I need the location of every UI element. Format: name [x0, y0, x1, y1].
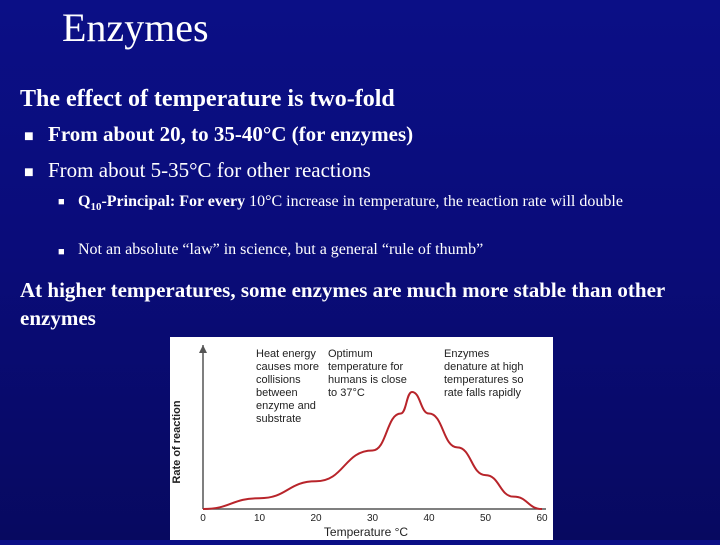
bullet-other-reactions: From about 5-35°C for other reactions	[48, 158, 371, 182]
rule-of-thumb: Not an absolute “law” in science, but a general “rule of thumb”	[78, 241, 484, 258]
q10-subscript: 10	[90, 201, 102, 213]
q10-principal-text: 10°C increase in temperature, the reaction rate will double	[245, 193, 623, 210]
x-tick-label: 40	[423, 513, 435, 524]
temperature-rate-chart	[170, 337, 553, 540]
x-tick-label: 10	[253, 513, 266, 524]
x-tick-label: 30	[366, 513, 379, 524]
annotation-denature: Enzymes denature at high temperatures so rate falls rapidly	[444, 348, 524, 399]
q10-label: Q	[78, 193, 91, 210]
sub-bullet-icon: ■	[58, 246, 65, 258]
y-axis-label: Rate of reaction	[171, 400, 183, 484]
slide-heading: The effect of temperature is two-fold	[20, 86, 395, 112]
slide-title: Enzymes	[62, 5, 209, 50]
chart-svg	[170, 337, 553, 540]
x-tick-label: 60	[536, 513, 548, 524]
x-axis-label: Temperature °C	[323, 525, 409, 539]
annotation-optimum: Optimum temperature for humans is close to 37°C	[328, 348, 407, 399]
x-tick-label: 50	[479, 513, 492, 524]
bullet-enzymes-range: From about 20, to 35-40°C (for enzymes)	[48, 122, 414, 146]
closing-statement: At higher temperatures, some enzymes are much more stable than other enzymes	[20, 278, 665, 330]
rate-curve-line	[203, 392, 542, 509]
bullet-icon: ■	[24, 128, 34, 145]
y-axis-arrow	[199, 345, 207, 353]
annotation-collisions: Heat energy causes more collisions between enzyme and substrate	[256, 348, 319, 425]
q10-principal-bold: -Principal: For every	[101, 193, 246, 210]
bullet-icon: ■	[24, 164, 34, 181]
q10-principle	[78, 192, 708, 217]
sub-bullet-icon: ■	[58, 196, 65, 208]
x-tick-label: 0	[200, 513, 206, 524]
x-tick-label: 20	[310, 513, 322, 524]
